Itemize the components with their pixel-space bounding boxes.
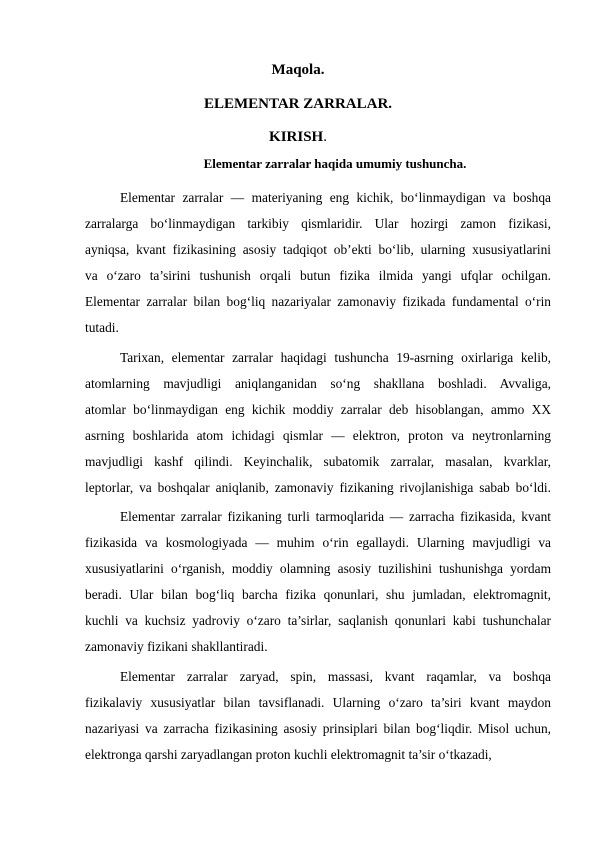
paragraph-1-line-6: tutadi. bbox=[85, 320, 119, 335]
paragraph-3-line-3: xususiyatlarini o‘rganish, moddiy olamning asosiy tuzilishini tushunishga yordam bbox=[85, 561, 551, 576]
paragraph-2-line-3: atomlar bo‘linmaydigan eng kichik moddiy zarralar deb hisoblangan, ammo XX bbox=[85, 402, 551, 417]
paragraph-2-line-1: Tarixan, elementar zarralar haqidagi tushuncha 19-asrning oxirlariga kelib, bbox=[120, 350, 551, 365]
paragraph-2-line-2: atomlarning mavjudligi aniqlanganidan so‘ng shakllana boshladi. Avvaliga, bbox=[85, 376, 551, 391]
paragraph-3-line-4: beradi. Ular bilan bog‘liq barcha fizika qonunlari, shu jumladan, elektromagnit, bbox=[85, 587, 551, 602]
paragraph-3-line-2: fizikasida va kosmologiyada — muhim o‘rin egallaydi. Ularning mavjudligi va bbox=[85, 535, 551, 550]
paragraph-3-line-5: kuchli va kuchsiz yadroviy o‘zaro ta’sirlar, saqlanish qonunlari kabi tushunchalar bbox=[85, 613, 551, 628]
section-subtitle: Elementar zarralar haqida umumiy tushuncha. bbox=[203, 156, 467, 171]
paragraph-1-line-3: ayniqsa, kvant fizikasining asosiy tadqiqot ob’ekti bo‘lib, ularning xususiyatlarini bbox=[85, 242, 551, 257]
document-title: ELEMENTAR ZARRALAR. bbox=[203, 96, 393, 112]
paragraph-1-line-5: Elementar zarralar bilan bog‘liq nazariyalar zamonaviy fizikada fundamental o‘rin bbox=[85, 294, 551, 309]
paragraph-2-line-5: mavjudligi kashf qilindi. Keyinchalik, subatomik zarralar, masalan, kvarklar, bbox=[85, 454, 551, 469]
section-heading-text: KIRISH bbox=[269, 129, 324, 145]
paragraph-2-line-4: asrning boshlarida atom ichidagi qismlar — elektron, proton va neytronlarning bbox=[85, 428, 551, 443]
article-label: Maqola. bbox=[271, 62, 325, 78]
paragraph-1-line-1: Elementar zarralar — materiyaning eng kichik, bo‘linmaydigan va boshqa bbox=[120, 190, 551, 205]
paragraph-4-line-2: fizikalaviy xususiyatlar bilan tavsiflanadi. Ularning o‘zaro ta’siri kvant maydon bbox=[85, 695, 551, 710]
paragraph-1-line-4: va o‘zaro ta’sirini tushunish orqali butun fizika ilmida yangi ufqlar ochilgan. bbox=[85, 268, 551, 283]
paragraph-2-line-6: leptorlar, va boshqalar aniqlanib, zamonaviy fizikaning rivojlanishiga sabab bo‘ldi. bbox=[85, 480, 551, 495]
paragraph-4-line-3: nazariyasi va zarracha fizikasining asosiy prinsiplari bilan bog‘liqdir. Misol uchun, bbox=[85, 721, 551, 736]
section-heading-dot: . bbox=[323, 129, 327, 145]
paragraph-3-line-1: Elementar zarralar fizikaning turli tarmoqlarida — zarracha fizikasida, kvant bbox=[120, 509, 551, 524]
section-heading bbox=[0, 128, 596, 146]
paragraph-3-line-6: zamonaviy fizikani shakllantiradi. bbox=[85, 639, 268, 654]
paragraph-4-line-4: elektronga qarshi zaryadlangan proton kuchli elektromagnit ta’sir o‘tkazadi, bbox=[85, 747, 492, 762]
paragraph-1-line-2: zarralarga bo‘linmaydigan tarkibiy qismlaridir. Ular hozirgi zamon fizikasi, bbox=[85, 216, 551, 231]
paragraph-4-line-1: Elementar zarralar zaryad, spin, massasi, kvant raqamlar, va boshqa bbox=[120, 669, 551, 684]
